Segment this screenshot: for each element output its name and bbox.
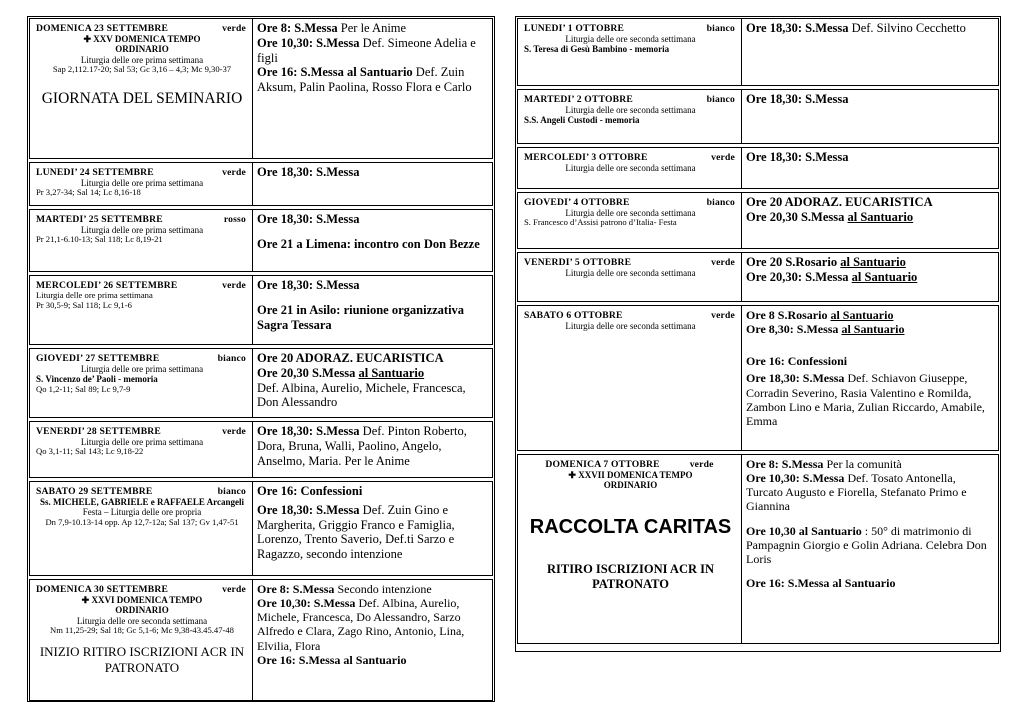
events xyxy=(253,349,492,417)
events xyxy=(253,163,492,205)
saint-feast: Ss. MICHELE, GABRIELE e RAFFAELE Arcangeli xyxy=(40,497,244,507)
sunday-banner: INIZIO RITIRO ISCRIZIONI ACR IN PATRONATO xyxy=(39,643,245,676)
event-time: Ore 20 ADORAZ. EUCARISTICA xyxy=(257,351,444,365)
liturgy-hours: Liturgia delle ore seconda settimana xyxy=(565,268,696,278)
event-time: Ore 18,30: S.Messa xyxy=(257,165,360,179)
liturgical-color: verde xyxy=(222,584,246,595)
events xyxy=(742,455,998,643)
events xyxy=(253,580,492,700)
event-place: al Santuario xyxy=(841,322,905,337)
schedule-table-october xyxy=(515,16,1001,652)
day-info xyxy=(30,163,253,205)
event-detail: Def. Albina, Aurelio, Michele, Francesca, Do Alessandro, Sarzo Alfredo e Clara, Zago Rino, Antonio, Lina, Elvilia, Flora xyxy=(257,596,465,653)
event-time: Ore 16: S.Messa al Santuario xyxy=(746,576,896,591)
event-detail: Def. Tosato Antonella, Turcato Augusto e Fiorella, Stefanato Primo e Giannina xyxy=(746,471,967,514)
day-info xyxy=(518,90,742,143)
events xyxy=(742,253,998,301)
liturgical-color: verde xyxy=(222,426,246,437)
day-label: SABATO 29 SETTEMBRE xyxy=(36,486,153,497)
event-time: Ore 21 a Limena: incontro con Don Bezze xyxy=(257,236,480,251)
day-row-sep23 xyxy=(29,18,493,159)
day-label: DOMENICA 30 SETTEMBRE xyxy=(36,584,169,595)
event-time: Ore 8: S.Messa xyxy=(257,21,338,35)
day-row-oct2 xyxy=(517,89,999,144)
readings: Nm 11,25-29; Sal 18; Gc 5,1-6; Mc 9,38-43.45.47-48 xyxy=(50,625,234,636)
day-row-sep27 xyxy=(29,348,493,418)
saint-feast: S. Francesco d’Assisi patrono d’Italia- Festa xyxy=(524,217,677,228)
sunday-ordinario: ORDINARIO xyxy=(115,44,169,55)
events xyxy=(253,19,492,158)
sunday-ordinario: ORDINARIO xyxy=(603,480,658,491)
readings: Pr 30,5-9; Sal 118; Lc 9,1-6 xyxy=(36,299,132,310)
event-place: al Santuario xyxy=(847,209,914,224)
sunday-title: ✚ XXV DOMENICA TEMPO xyxy=(83,34,201,44)
event-time: Ore 20,30 S.Messa xyxy=(257,365,359,380)
day-label: MARTEDI’ 2 OTTOBRE xyxy=(524,94,633,105)
readings: Sap 2,112.17-20; Sal 53; Gc 3,16 – 4,3; Mc 9,30-37 xyxy=(52,64,232,75)
event-place: al Santuario xyxy=(851,269,918,284)
day-label: LUNEDI’ 24 SETTEMBRE xyxy=(36,167,154,178)
day-label: DOMENICA 7 OTTOBRE xyxy=(545,459,660,470)
readings: Dn 7,9-10.13-14 opp. Ap 12,7-12a; Sal 137; Gv 1,47-51 xyxy=(45,516,239,527)
events xyxy=(742,19,998,85)
schedule-table-september xyxy=(27,16,495,702)
liturgy-hours: Liturgia delle ore seconda settimana xyxy=(565,34,696,44)
sunday-ordinario: ORDINARIO xyxy=(115,605,169,616)
sunday-banner: GIORNATA DEL SEMINARIO xyxy=(41,89,243,107)
sunday-title: ✚ XXVII DOMENICA TEMPO xyxy=(568,470,693,480)
event-detail: Def. Silvino Cecchetto xyxy=(848,21,966,35)
events xyxy=(253,422,492,477)
readings: Qo 1,2-11; Sal 89; Lc 9,7-9 xyxy=(36,383,131,394)
day-info xyxy=(30,422,253,477)
event-time: Ore 10,30: S.Messa xyxy=(257,596,356,611)
day-row-oct5 xyxy=(517,252,999,302)
events xyxy=(253,482,492,575)
day-label: VENERDI’ 28 SETTEMBRE xyxy=(36,426,162,437)
events xyxy=(742,148,998,188)
day-info xyxy=(30,349,253,417)
sunday-title: ✚ XXVI DOMENICA TEMPO xyxy=(81,595,203,605)
event-time: Ore 20 ADORAZ. EUCARISTICA xyxy=(746,195,933,209)
events xyxy=(742,193,998,248)
event-time: Ore 20,30 S.Messa xyxy=(746,209,848,224)
event-time: Ore 10,30: S.Messa xyxy=(257,35,360,50)
day-label: MARTEDI’ 25 SETTEMBRE xyxy=(36,214,163,225)
liturgical-color: bianco xyxy=(217,353,246,364)
day-row-oct1 xyxy=(517,18,999,86)
day-label: VENERDI’ 5 OTTOBRE xyxy=(524,257,632,268)
liturgy-hours: Liturgia delle ore seconda settimana xyxy=(76,615,208,626)
liturgical-color: verde xyxy=(222,167,246,178)
ritiro-iscrizioni: RITIRO ISCRIZIONI ACR IN PATRONATO xyxy=(546,561,715,591)
liturgy-hours: Liturgia delle ore prima settimana xyxy=(80,225,204,235)
day-label: MERCOLEDI’ 26 SETTEMBRE xyxy=(36,280,178,291)
day-row-sep24 xyxy=(29,162,493,206)
readings: Pr 3,27-34; Sal 14; Lc 8,16-18 xyxy=(36,187,141,198)
event-place: al Santuario xyxy=(840,255,906,269)
event-place: al Santuario xyxy=(358,365,425,380)
event-time: Ore 18,30: S.Messa xyxy=(746,371,845,386)
event-detail: Def. Pinton Roberto, Dora, Bruna, Walli, Paolino, Angelo, Anselmo, Maria. Per le Anime xyxy=(257,424,467,468)
liturgical-color: rosso xyxy=(223,214,246,225)
event-detail: Secondo intenzione xyxy=(334,582,432,596)
event-detail: Def. Albina, Aurelio, Michele, Francesca, Don Alessandro xyxy=(257,380,466,410)
day-info xyxy=(518,306,742,450)
day-label: GIOVEDI’ 4 OTTOBRE xyxy=(524,197,630,208)
day-info xyxy=(518,148,742,188)
event-time: Ore 16: Confessioni xyxy=(257,484,363,498)
event-time: Ore 18,30: S.Messa xyxy=(746,92,849,106)
event-time: Ore 18,30: S.Messa xyxy=(257,424,360,438)
liturgy-hours: Festa – Liturgia delle ore propria xyxy=(82,507,202,518)
event-detail: Def. Schiavon Giuseppe, Corradin Severino, Rasia Valentino e Romilda, Zambon Lino e Maria, Zulian Riccardo, Amabile, Emma xyxy=(746,371,985,428)
liturgy-hours: Liturgia delle ore prima settimana xyxy=(80,437,204,447)
day-info xyxy=(518,455,742,643)
liturgical-color: verde xyxy=(711,257,735,268)
liturgy-hours: Liturgia delle ore prima settimana xyxy=(80,54,204,65)
day-label: SABATO 6 OTTOBRE xyxy=(524,310,623,321)
raccolta-caritas-banner: RACCOLTA CARITAS xyxy=(529,515,732,538)
day-row-sep26 xyxy=(29,275,493,345)
event-detail: : 50° di matrimonio di Pampagnin Giorgio e Golin Adriana. Celebra Don Loris xyxy=(746,523,987,566)
day-row-sep29 xyxy=(29,481,493,576)
readings: Pr 21,1-6.10-13; Sal 118; Lc 8,19-21 xyxy=(36,234,163,245)
event-time: Ore 16: Confessioni xyxy=(746,354,848,369)
event-time: Ore 20 S.Rosario xyxy=(746,255,841,269)
liturgical-color: verde xyxy=(711,152,735,163)
day-row-oct7 xyxy=(517,454,999,644)
liturgical-color: verde xyxy=(222,23,246,34)
event-time: Ore 10,30 al Santuario xyxy=(746,523,862,538)
day-row-sep30 xyxy=(29,579,493,701)
event-detail: Def. Zuin Gino e Margherita, Griggio Franco e Famiglia, Lorenzo, Trento Saverio, Def.ti Sarzo e Ragazzo, secondo intenzione xyxy=(257,502,455,561)
liturgy-hours: Liturgia delle ore seconda settimana xyxy=(565,208,696,218)
day-row-sep28 xyxy=(29,421,493,478)
day-info xyxy=(30,19,253,158)
events xyxy=(253,210,492,271)
event-detail: Per la comunità xyxy=(823,457,902,471)
event-time: Ore 18,30: S.Messa xyxy=(257,278,360,292)
liturgy-hours: Liturgia delle ore prima settimana xyxy=(80,178,204,188)
liturgical-color: verde xyxy=(711,310,735,321)
liturgy-hours: Liturgia delle ore seconda settimana xyxy=(565,105,696,115)
event-time: Ore 8,30: S.Messa xyxy=(746,322,842,337)
liturgical-color: verde xyxy=(222,280,246,291)
event-time: Ore 10,30: S.Messa xyxy=(746,471,845,486)
day-info xyxy=(30,276,253,344)
event-time: Ore 18,30: S.Messa xyxy=(257,502,360,517)
saint-memorial: S. Teresa di Gesù Bambino - memoria xyxy=(524,44,670,55)
day-info xyxy=(518,253,742,301)
event-place: al Santuario xyxy=(830,308,894,322)
day-row-oct6 xyxy=(517,305,999,451)
event-time: Ore 16: S.Messa al Santuario xyxy=(257,65,413,80)
event-time: Ore 8 S.Rosario xyxy=(746,308,831,322)
event-time: Ore 18,30: S.Messa xyxy=(746,150,849,164)
day-info xyxy=(518,193,742,248)
event-time: Ore 21 in Asilo: riunione organizzativa Sagra Tessara xyxy=(257,302,465,332)
events xyxy=(253,276,492,344)
events xyxy=(742,306,998,450)
day-info xyxy=(30,580,253,700)
day-row-oct4 xyxy=(517,192,999,249)
event-time: Ore 8: S.Messa xyxy=(746,457,824,471)
day-label: DOMENICA 23 SETTEMBRE xyxy=(36,23,169,34)
liturgical-color: bianco xyxy=(217,486,246,497)
day-info xyxy=(30,482,253,575)
event-time: Ore 8: S.Messa xyxy=(257,582,335,596)
liturgical-color: bianco xyxy=(706,23,735,34)
day-info xyxy=(518,19,742,85)
saint-memorial: S.S. Angeli Custodi - memoria xyxy=(524,115,640,126)
event-detail: Def. Simeone Adelia e figli xyxy=(257,35,476,65)
liturgy-hours: Liturgia delle ore seconda settimana xyxy=(565,321,696,331)
liturgical-color: bianco xyxy=(706,197,735,208)
day-info xyxy=(30,210,253,271)
event-detail: Per le Anime xyxy=(337,21,407,35)
liturgical-color: bianco xyxy=(706,94,735,105)
day-label: LUNEDI’ 1 OTTOBRE xyxy=(524,23,625,34)
day-row-sep25 xyxy=(29,209,493,272)
day-label: GIOVEDI’ 27 SETTEMBRE xyxy=(36,353,160,364)
event-time: Ore 20,30: S.Messa xyxy=(746,269,852,284)
liturgy-hours: Liturgia delle ore prima settimana xyxy=(36,290,153,300)
liturgical-color: verde xyxy=(689,459,714,470)
readings: Qo 3,1-11; Sal 143; Lc 9,18-22 xyxy=(36,446,144,457)
liturgy-hours: Liturgia delle ore seconda settimana xyxy=(565,163,696,173)
events xyxy=(742,90,998,143)
day-row-oct3 xyxy=(517,147,999,189)
liturgy-hours: Liturgia delle ore prima settimana xyxy=(80,364,204,374)
event-time: Ore 18,30: S.Messa xyxy=(257,212,360,226)
saint-memorial: S. Vincenzo de’ Paoli - memoria xyxy=(36,374,158,385)
event-time: Ore 18,30: S.Messa xyxy=(746,21,849,35)
event-time: Ore 16: S.Messa al Santuario xyxy=(257,652,407,667)
day-label: MERCOLEDI’ 3 OTTOBRE xyxy=(524,152,648,163)
event-detail: Def. Zuin Aksum, Palin Paolina, Rosso Flora e Carlo xyxy=(257,65,472,94)
